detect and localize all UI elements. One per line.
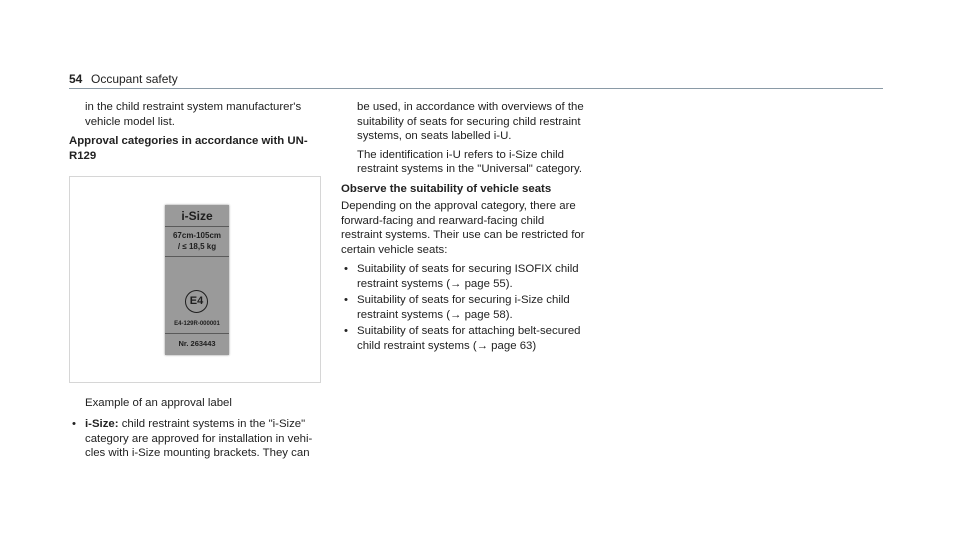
label-serial: Nr. 263443: [178, 339, 216, 348]
right-column: [341, 100, 606, 257]
list-item: • Suitability of seats for securing ISOFIX child restraint systems (→ page 55).: [341, 262, 606, 291]
body-line: systems, on seats labelled i-U.: [357, 130, 512, 142]
page-header: [69, 71, 883, 89]
section-title: Occupant safety: [91, 72, 178, 86]
label-divider: [165, 226, 229, 227]
body-line: restraint systems. Their use can be restricted for: [341, 229, 585, 241]
body-line: be used, in accordance with overviews of the: [357, 101, 584, 113]
term: i-Size:: [85, 418, 119, 430]
bullet-icon: •: [344, 263, 348, 275]
intro-line: in the child restraint system manufacturer's: [85, 101, 302, 113]
list-item: • i-Size: child restraint systems in the "i-Size" category are approved for installation in vehi- cles with i-Size mounting brackets. They can: [72, 418, 313, 459]
page-reference-link[interactable]: restraint systems (→ page 55).: [357, 277, 513, 290]
bullet-icon: •: [344, 294, 348, 306]
label-title: i-Size: [181, 209, 213, 223]
approval-label-image: [165, 205, 229, 355]
intro-line: vehicle model list.: [85, 115, 175, 128]
list-item: • Suitability of seats for attaching belt-secured child restraint systems (→ page 63): [341, 324, 606, 353]
label-divider: [165, 256, 229, 257]
body-line: certain vehicle seats:: [341, 243, 448, 256]
label-weight: / ≤ 18,5 kg: [177, 242, 217, 251]
section-heading: Approval categories in accordance with UN-: [69, 135, 308, 147]
label-approval-number: E4-129R-000001: [174, 321, 220, 327]
page-reference-link[interactable]: restraint systems (→ page 58).: [357, 308, 513, 321]
cert-mark-icon: E4: [185, 290, 208, 313]
bullet-icon: •: [72, 418, 76, 430]
section-heading: Observe the suitability of vehicle seats: [341, 182, 552, 195]
body-line: suitability of seats for securing child restraint: [357, 115, 581, 128]
body-line: Depending on the approval category, there are: [341, 200, 576, 212]
page-number: 54: [69, 72, 83, 86]
isize-list: [69, 417, 329, 463]
approval-label-figure: [69, 176, 321, 383]
bullet-icon: •: [344, 325, 348, 337]
section-heading: R129: [69, 149, 97, 162]
body-line: The identification i-U refers to i-Size child: [357, 148, 565, 161]
figure-caption: Example of an approval label: [85, 397, 232, 409]
body-line: restraint systems in the "Universal" category.: [357, 163, 583, 175]
header-rule: [69, 88, 883, 89]
label-size-range: 67cm-105cm: [172, 231, 222, 240]
list-item: • Suitability of seats for securing i-Size child restraint systems (→ page 58).: [341, 293, 606, 322]
left-column: [69, 100, 329, 163]
label-divider: [165, 333, 229, 334]
page-reference-link[interactable]: child restraint systems (→ page 63): [357, 339, 537, 352]
suitability-list: [341, 262, 606, 355]
body-line: forward-facing and rearward-facing child: [341, 214, 545, 227]
